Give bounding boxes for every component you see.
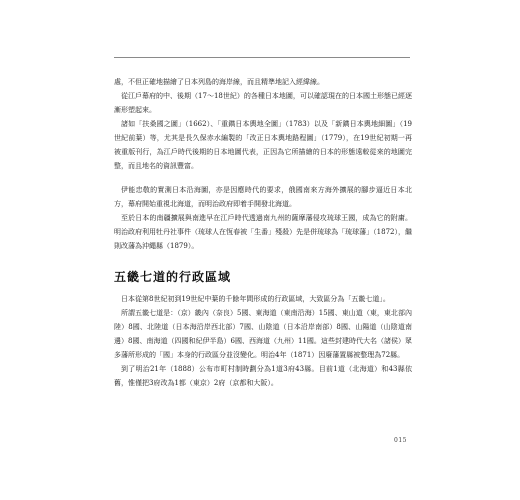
- paragraph: 日本從第8世紀初到19世紀中葉的千餘年間形成的行政區域，大致區分為「五畿七道」。: [121, 295, 390, 303]
- paragraph: 諸如「扶桑國之圖」（1662）、「重鐫日本輿地全圖」（1783）以及「新鐫日本輿地細圖」（19世紀前葉）等，尤其是長久保赤水編製的「改正日本輿地路程圖」（1779），在19世紀初期一再被重版刊行，為江戶時代後期的日本地圖代表，正因為它所描繪的日本的形態遠較從來的地圖完整，而且地名的資訊豐富。: [114, 120, 412, 170]
- section-heading: 五畿七道的行政區域: [114, 270, 232, 284]
- paragraph: 至於日本的南疆擴展與南進早在江戶時代透過南九州的薩摩藩侵攻琉球王國，成為它的附庸。明治政府利用牡丹社事件（琉球人在恆春被「生番」殘殺）先是併琉球為「琉球藩」（1872），繼則改藩為沖繩縣（1879）。: [114, 214, 412, 250]
- paragraph: 伊能忠敬的實測日本沿海圖，亦是因應時代的要求，俄國南來方海外擴展的腳步逼近日本北方，幕府開始重視北海道，而明治政府即着手開發北海道。: [114, 186, 412, 208]
- header-rule: [114, 57, 410, 58]
- paragraph: 所謂五畿七道是：（京）畿內（奈良）5國、東海道（東南沿海）15國、東山道（東，東北部內陸）8國、北陸道（日本海沿岸西北部）7國、山陰道（日本沿岸南部）8國、山陽道（山陰道南邊）8國、南海道（四國和紀伊半島）6國、西海道（九州）11國。這些封建時代大名（諸侯）眾多藩所形成的「國」本身的行政區分並沒變化。明治4年（1871）因廢藩置縣被整理為72縣。: [114, 309, 412, 359]
- body-text: [114, 75, 412, 390]
- paragraph: 到了明治21年（1888）公布市町村制時劃分為1道3府43縣。目前1道（北海道）和43縣依舊，惟僅把3府改為1都（東京）2府（京都和大阪）。: [114, 365, 412, 387]
- paragraph: 處，不但正確地描繪了日本列島的海岸線，而且精準地記入經緯線。: [114, 78, 324, 86]
- paragraph: 從江戶幕府的中、後期（17～18世紀）的各種日本地圖，可以確認現在的日本國土形態已經逐漸形塑起來。: [114, 92, 412, 114]
- page-number: 015: [394, 437, 407, 444]
